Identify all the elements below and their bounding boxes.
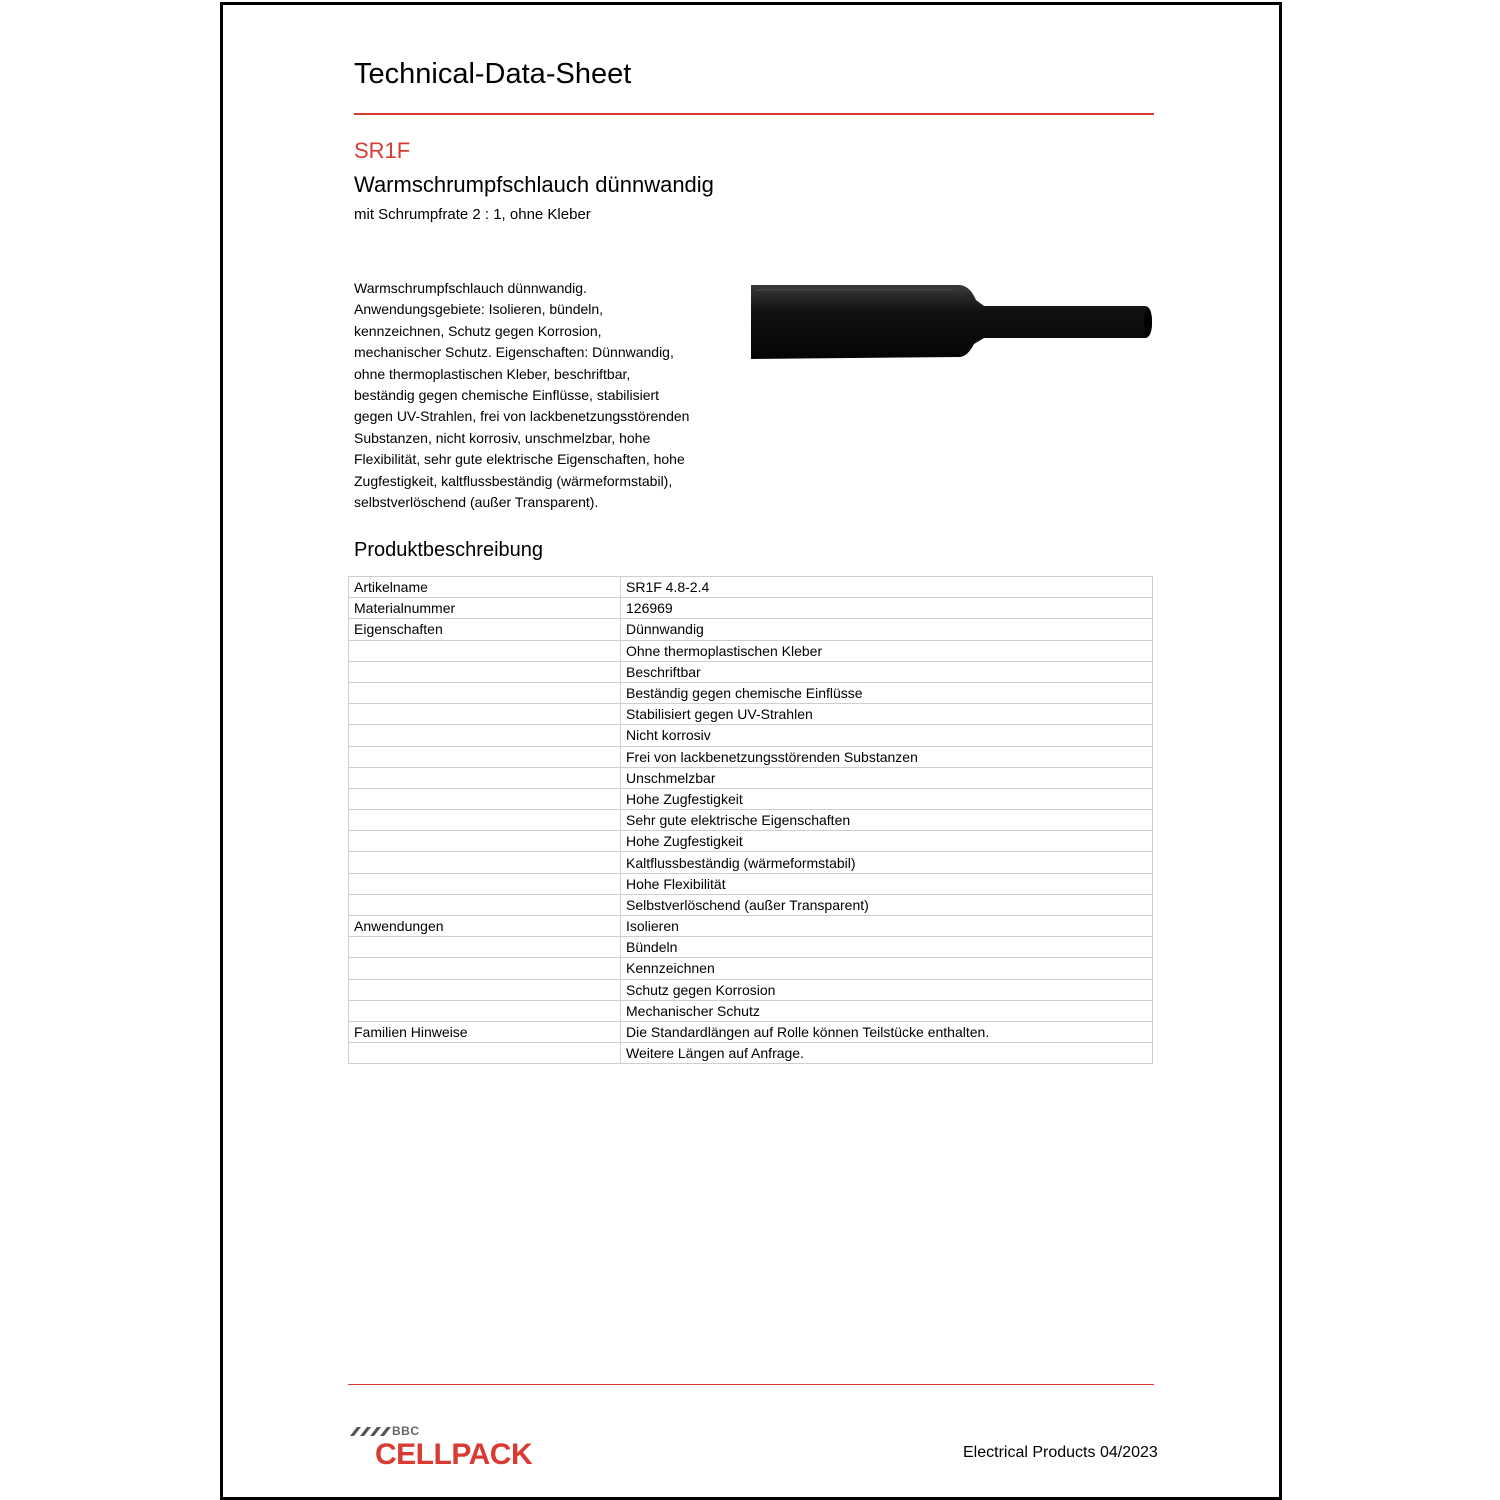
table-row bbox=[349, 640, 1153, 661]
table-cell-value: Schutz gegen Korrosion bbox=[621, 979, 1153, 1000]
description-line: kennzeichnen, Schutz gegen Korrosion, bbox=[354, 322, 602, 339]
table-row bbox=[349, 619, 1153, 640]
product-description bbox=[354, 278, 714, 513]
table-row bbox=[349, 682, 1153, 703]
footer-divider bbox=[348, 1384, 1154, 1385]
table-cell-key: Eigenschaften bbox=[349, 619, 621, 640]
product-subtitle: Warmschrumpfschlauch dünnwandig bbox=[354, 172, 714, 197]
table-row bbox=[349, 979, 1153, 1000]
table-cell-key bbox=[349, 725, 621, 746]
heat-shrink-tube-image bbox=[748, 278, 1158, 368]
table-row bbox=[349, 852, 1153, 873]
table-row bbox=[349, 598, 1153, 619]
table-cell-value: Die Standardlängen auf Rolle können Teilstücke enthalten. bbox=[621, 1021, 1153, 1042]
table-row bbox=[349, 577, 1153, 598]
table-cell-key: Materialnummer bbox=[349, 598, 621, 619]
description-line: selbstverlöschend (außer Transparent). bbox=[354, 494, 599, 511]
table-cell-key bbox=[349, 640, 621, 661]
table-row bbox=[349, 788, 1153, 809]
table-cell-value: Beschriftbar bbox=[621, 661, 1153, 682]
table-cell-key bbox=[349, 810, 621, 831]
table-cell-value: Weitere Längen auf Anfrage. bbox=[621, 1043, 1153, 1064]
product-subtitle-detail: mit Schrumpfrate 2 : 1, ohne Kleber bbox=[354, 206, 591, 223]
table-cell-key bbox=[349, 937, 621, 958]
table-cell-key bbox=[349, 767, 621, 788]
table-cell-key bbox=[349, 682, 621, 703]
logo-bbc-text: BBC bbox=[392, 1424, 420, 1438]
description-line: Anwendungsgebiete: Isolieren, bündeln, bbox=[354, 301, 604, 318]
table-row bbox=[349, 894, 1153, 915]
table-cell-value: Beständig gegen chemische Einflüsse bbox=[621, 682, 1153, 703]
table-cell-value: Isolieren bbox=[621, 916, 1153, 937]
table-cell-value: SR1F 4.8-2.4 bbox=[621, 577, 1153, 598]
table-cell-value: Nicht korrosiv bbox=[621, 725, 1153, 746]
table-cell-key bbox=[349, 958, 621, 979]
table-cell-key bbox=[349, 894, 621, 915]
section-title-produktbeschreibung: Produktbeschreibung bbox=[354, 539, 544, 561]
table-cell-value: Kaltflussbeständig (wärmeformstabil) bbox=[621, 852, 1153, 873]
table-cell-value: 126969 bbox=[621, 598, 1153, 619]
table-cell-value: Hohe Flexibilität bbox=[621, 873, 1153, 894]
table-cell-key bbox=[349, 831, 621, 852]
table-cell-key bbox=[349, 873, 621, 894]
table-row bbox=[349, 661, 1153, 682]
table-row bbox=[349, 746, 1153, 767]
description-line: beständig gegen chemische Einflüsse, stabilisiert bbox=[354, 387, 660, 404]
table-cell-value: Bündeln bbox=[621, 937, 1153, 958]
table-row bbox=[349, 831, 1153, 852]
spec-table bbox=[348, 576, 1153, 1064]
table-cell-value: Hohe Zugfestigkeit bbox=[621, 788, 1153, 809]
description-line: gegen UV-Strahlen, frei von lackbenetzungsstörenden bbox=[354, 408, 690, 425]
table-row bbox=[349, 916, 1153, 937]
table-cell-value: Kennzeichnen bbox=[621, 958, 1153, 979]
table-cell-key bbox=[349, 661, 621, 682]
table-cell-key bbox=[349, 704, 621, 725]
table-cell-key bbox=[349, 1000, 621, 1021]
table-cell-key bbox=[349, 788, 621, 809]
table-row bbox=[349, 1000, 1153, 1021]
table-cell-value: Unschmelzbar bbox=[621, 767, 1153, 788]
table-row bbox=[349, 1043, 1153, 1064]
table-row bbox=[349, 725, 1153, 746]
table-cell-key: Familien Hinweise bbox=[349, 1021, 621, 1042]
table-cell-key bbox=[349, 852, 621, 873]
description-line: Zugfestigkeit, kaltflussbeständig (wärmeformstabil), bbox=[354, 472, 673, 489]
table-cell-value: Frei von lackbenetzungsstörenden Substanzen bbox=[621, 746, 1153, 767]
table-row bbox=[349, 937, 1153, 958]
header-divider bbox=[354, 113, 1154, 115]
table-row bbox=[349, 704, 1153, 725]
table-cell-value: Selbstverlöschend (außer Transparent) bbox=[621, 894, 1153, 915]
table-cell-value: Stabilisiert gegen UV-Strahlen bbox=[621, 704, 1153, 725]
table-cell-value: Sehr gute elektrische Eigenschaften bbox=[621, 810, 1153, 831]
table-cell-key: Artikelname bbox=[349, 577, 621, 598]
table-row bbox=[349, 873, 1153, 894]
table-cell-value: Mechanischer Schutz bbox=[621, 1000, 1153, 1021]
description-line: Substanzen, nicht korrosiv, unschmelzbar, hohe bbox=[354, 429, 651, 446]
table-cell-value: Dünnwandig bbox=[621, 619, 1153, 640]
footer-edition: Electrical Products 04/2023 bbox=[963, 1444, 1158, 1461]
table-cell-value: Hohe Zugfestigkeit bbox=[621, 831, 1153, 852]
document-title: Technical-Data-Sheet bbox=[354, 58, 632, 90]
table-row bbox=[349, 1021, 1153, 1042]
table-row bbox=[349, 810, 1153, 831]
description-line: mechanischer Schutz. Eigenschaften: Dünnwandig, bbox=[354, 344, 674, 361]
logo-cellpack-text: CELLPACK bbox=[375, 1438, 533, 1471]
description-line: ohne thermoplastischen Kleber, beschriftbar, bbox=[354, 365, 631, 382]
table-cell-value: Ohne thermoplastischen Kleber bbox=[621, 640, 1153, 661]
description-line: Warmschrumpfschlauch dünnwandig. bbox=[354, 280, 587, 296]
table-cell-key: Anwendungen bbox=[349, 916, 621, 937]
description-line: Flexibilität, sehr gute elektrische Eigenschaften, hohe bbox=[354, 451, 685, 468]
table-row bbox=[349, 958, 1153, 979]
table-cell-key bbox=[349, 746, 621, 767]
product-code: SR1F bbox=[354, 138, 411, 163]
table-cell-key bbox=[349, 1043, 621, 1064]
table-row bbox=[349, 767, 1153, 788]
table-cell-key bbox=[349, 979, 621, 1000]
